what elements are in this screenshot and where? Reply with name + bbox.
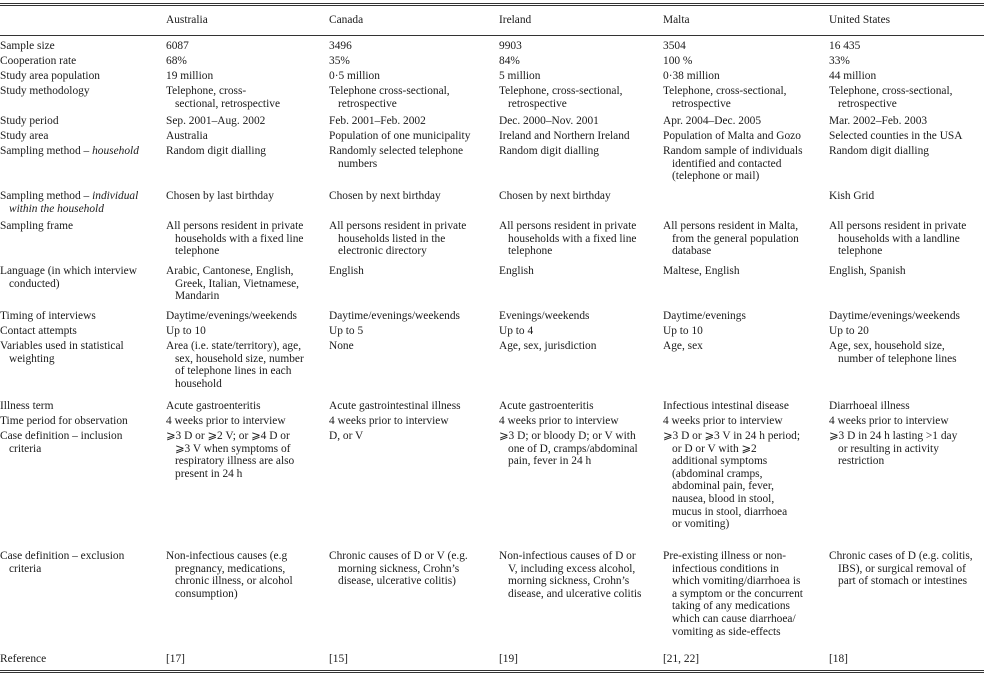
cell-australia: [166, 220, 324, 258]
cell-line: households listed in the: [338, 232, 446, 245]
column-header-canada: Canada: [329, 14, 364, 26]
cell-line: consumption): [175, 587, 238, 600]
cell-line: Chronic causes of D or V (e.g.: [329, 550, 468, 562]
cell-line: 4 weeks prior to interview: [499, 415, 619, 427]
cell-line: retrospective: [672, 97, 731, 110]
cell-united-states: [829, 70, 984, 83]
cell-malta: [663, 55, 825, 68]
cell-line: respiratory illness are also: [175, 455, 295, 468]
cell-line: Selected counties in the USA: [829, 130, 963, 142]
cell-line: Up to 10: [663, 325, 703, 337]
row-label: [0, 190, 160, 215]
cell-line: household: [175, 377, 222, 390]
cell-canada: [329, 145, 495, 170]
cell-line: 9903: [499, 40, 522, 52]
row-label: [0, 550, 160, 575]
cell-ireland: [499, 130, 659, 143]
cell-line: 5 million: [499, 70, 541, 82]
cell-ireland: [499, 310, 659, 323]
cell-ireland: [499, 145, 659, 158]
cell-line: or D or V with ⩾2: [672, 442, 757, 455]
cell-line: nausea, blood in stool,: [672, 492, 775, 505]
cell-line: Random sample of individuals: [663, 145, 803, 157]
row-label-line: Variables used in statistical: [0, 340, 124, 352]
cell-line: telephone: [838, 245, 883, 258]
cell-line: Up to 4: [499, 325, 534, 337]
cell-line: Maltese, English: [663, 265, 740, 277]
cell-canada: [329, 115, 495, 128]
cell-line: [18]: [829, 653, 848, 665]
cell-line: Acute gastroenteritis: [166, 400, 261, 412]
cell-malta: [663, 115, 825, 128]
cell-line: 84%: [499, 55, 520, 67]
cell-australia: [166, 40, 324, 53]
cell-australia: [166, 340, 324, 390]
cell-line: telephone: [175, 245, 220, 258]
row-label: [0, 653, 160, 666]
cell-line: Mar. 2002–Feb. 2003: [829, 115, 928, 127]
cell-line: ⩾3 D; or bloody D; or V with: [499, 430, 636, 442]
cell-united-states: [829, 653, 984, 666]
cell-canada: [329, 40, 495, 53]
row-label: [0, 310, 160, 323]
cell-line: Feb. 2001–Feb. 2002: [329, 115, 426, 127]
cell-ireland: [499, 265, 659, 278]
cell-ireland: [499, 220, 659, 258]
cell-line: (telephone or mail): [672, 170, 760, 183]
cell-line: 35%: [329, 55, 350, 67]
cell-line: Acute gastroenteritis: [499, 400, 594, 412]
cell-line: Evenings/weekends: [499, 310, 590, 322]
cell-malta: [663, 340, 825, 353]
cell-line: English: [499, 265, 534, 277]
cell-line: 33%: [829, 55, 850, 67]
cell-line: retrospective: [508, 97, 567, 110]
row-label-line: within the household: [9, 202, 104, 215]
cell-canada: [329, 85, 495, 110]
cell-line: ⩾3 D in 24 h lasting >1 day: [829, 430, 958, 442]
cell-line: [19]: [499, 653, 518, 665]
cell-line: Chronic cases of D (e.g. colitis,: [829, 550, 973, 562]
cell-ireland: [499, 653, 659, 666]
row-label: [0, 40, 160, 53]
cell-line: [17]: [166, 653, 185, 665]
cell-malta: [663, 310, 825, 323]
cell-ireland: [499, 115, 659, 128]
cell-canada: [329, 653, 495, 666]
cell-line: [15]: [329, 653, 348, 665]
cell-ireland: [499, 415, 659, 428]
cell-line: a symptom or the concurrent: [672, 587, 803, 600]
cell-line: 3504: [663, 40, 686, 52]
cell-line: Telephone, cross-sectional,: [499, 85, 623, 97]
row-label-line: Case definition – inclusion: [0, 430, 123, 442]
cell-line: Up to 20: [829, 325, 869, 337]
cell-united-states: [829, 115, 984, 128]
cell-line: [21, 22]: [663, 653, 700, 665]
cell-united-states: [829, 55, 984, 68]
cell-line: or resulting in activity: [838, 442, 939, 455]
row-label: [0, 220, 160, 233]
cell-canada: [329, 430, 495, 443]
cell-line: Population of one municipality: [329, 130, 471, 142]
row-label: [0, 265, 160, 290]
cell-line: Mandarin: [175, 290, 220, 303]
row-label-line: Sampling method – individual: [0, 190, 139, 202]
row-label-line: criteria: [9, 442, 42, 455]
cell-australia: [166, 550, 324, 600]
cell-canada: [329, 265, 495, 278]
row-label-line: Study area: [0, 130, 49, 142]
cell-united-states: [829, 430, 984, 468]
cell-malta: [663, 70, 825, 83]
cell-line: vomiting as side-effects: [672, 625, 781, 638]
cell-united-states: [829, 130, 984, 143]
cell-australia: [166, 430, 324, 480]
cell-united-states: [829, 325, 984, 338]
row-label: [0, 130, 160, 143]
cell-line: Up to 10: [166, 325, 206, 337]
cell-australia: [166, 130, 324, 143]
cell-line: ⩾3 D or ⩾2 V; or ⩾4 D or: [166, 430, 290, 442]
cell-line: 0·38 million: [663, 70, 720, 82]
cell-line: 4 weeks prior to interview: [829, 415, 949, 427]
cell-malta: [663, 415, 825, 428]
cell-line: chronic illness, or alcohol: [175, 575, 293, 588]
cell-united-states: [829, 400, 984, 413]
cell-united-states: [829, 85, 984, 110]
row-label-line: Cooperation rate: [0, 55, 77, 67]
cell-line: 19 million: [166, 70, 214, 82]
cell-line: None: [329, 340, 354, 352]
row-label-line: criteria: [9, 562, 42, 575]
cell-line: electronic directory: [338, 245, 427, 258]
row-label-line: weighting: [9, 352, 55, 365]
column-header-australia: Australia: [166, 14, 208, 26]
cell-ireland: [499, 340, 659, 353]
cell-line: English: [329, 265, 364, 277]
cell-line: Telephone, cross-sectional,: [829, 85, 953, 97]
cell-ireland: [499, 70, 659, 83]
cell-malta: [663, 145, 825, 183]
cell-malta: [663, 325, 825, 338]
cell-line: abdominal pain, fever,: [672, 480, 775, 493]
row-label-line: Language (in which interview: [0, 265, 137, 277]
cell-line: Chosen by next birthday: [329, 190, 441, 202]
table-bottom-rule: [0, 670, 984, 673]
cell-canada: [329, 70, 495, 83]
cell-line: Randomly selected telephone: [329, 145, 464, 157]
cell-line: Diarrhoeal illness: [829, 400, 910, 412]
row-label: [0, 325, 160, 338]
cell-australia: [166, 325, 324, 338]
cell-australia: [166, 310, 324, 323]
cell-line: 100 %: [663, 55, 693, 67]
cell-ireland: [499, 430, 659, 468]
row-label-line: Sampling frame: [0, 220, 74, 232]
cell-line: sectional, retrospective: [175, 97, 281, 110]
cell-line: ⩾3 D or ⩾3 V in 24 h period;: [663, 430, 800, 442]
cell-line: 4 weeks prior to interview: [663, 415, 783, 427]
cell-line: taking of any medications: [672, 600, 790, 613]
cell-australia: [166, 115, 324, 128]
row-label: [0, 430, 160, 455]
column-header-united-states: United States: [829, 14, 891, 26]
cell-line: disease, and ulcerative colitis: [508, 587, 642, 600]
row-label-line: Contact attempts: [0, 325, 77, 337]
cell-malta: [663, 550, 825, 638]
cell-line: Telephone, cross-: [166, 85, 247, 97]
cell-line: Age, sex, household size,: [829, 340, 945, 352]
cell-line: Area (i.e. state/territory), age,: [166, 340, 302, 352]
cell-line: Greek, Italian, Vietnamese,: [175, 277, 300, 290]
cell-line: Non-infectious causes (e.g: [166, 550, 288, 562]
cell-line: ⩾3 V when symptoms of: [175, 442, 291, 455]
cell-ireland: [499, 40, 659, 53]
cell-line: Random digit dialling: [166, 145, 266, 157]
cell-canada: [329, 130, 495, 143]
cell-line: Infectious intestinal disease: [663, 400, 789, 412]
row-label-line: Study area population: [0, 70, 100, 82]
cell-australia: [166, 55, 324, 68]
cell-malta: [663, 430, 825, 531]
row-label: [0, 400, 160, 413]
cell-line: 4 weeks prior to interview: [166, 415, 286, 427]
row-label: [0, 70, 160, 83]
cell-united-states: [829, 145, 984, 158]
cell-line: disease, ulcerative colitis): [338, 575, 456, 588]
cell-australia: [166, 653, 324, 666]
cell-line: households with a landline: [838, 232, 960, 245]
row-label-line: Case definition – exclusion: [0, 550, 125, 562]
row-label-line: Study methodology: [0, 85, 90, 97]
cell-malta: [663, 85, 825, 110]
cell-canada: [329, 190, 495, 203]
cell-canada: [329, 220, 495, 258]
cell-line: Apr. 2004–Dec. 2005: [663, 115, 762, 127]
row-label-line: Illness term: [0, 400, 54, 412]
row-label: [0, 115, 160, 128]
cell-line: which vomiting/diarrhoea is: [672, 575, 801, 588]
cell-line: numbers: [338, 157, 378, 170]
cell-ireland: [499, 55, 659, 68]
cell-line: (abdominal cramps,: [672, 467, 763, 480]
cell-line: present in 24 h: [175, 467, 243, 480]
cell-line: 3496: [329, 40, 352, 52]
row-label: [0, 55, 160, 68]
cell-line: 6087: [166, 40, 189, 52]
row-label-line: Time period for observation: [0, 415, 128, 427]
cell-line: retrospective: [338, 97, 397, 110]
cell-line: households with a fixed line: [508, 232, 637, 245]
cell-line: Age, sex, jurisdiction: [499, 340, 597, 352]
cell-line: Chosen by last birthday: [166, 190, 274, 202]
row-label: [0, 85, 160, 98]
cell-line: Kish Grid: [829, 190, 875, 202]
cell-ireland: [499, 325, 659, 338]
cell-line: restriction: [838, 455, 885, 468]
row-label-line: Reference: [0, 653, 47, 665]
cell-canada: [329, 340, 495, 353]
cell-canada: [329, 310, 495, 323]
cell-canada: [329, 415, 495, 428]
cell-line: households with a fixed line: [175, 232, 304, 245]
cell-canada: [329, 400, 495, 413]
cell-australia: [166, 85, 324, 110]
cell-line: Daytime/evenings/weekends: [829, 310, 960, 322]
cell-line: telephone: [508, 245, 553, 258]
cell-australia: [166, 145, 324, 158]
cell-malta: [663, 265, 825, 278]
cell-line: additional symptoms: [672, 455, 768, 468]
cell-line: sex, household size, number: [175, 352, 304, 365]
cell-line: mucus in stool, diarrhoea: [672, 505, 788, 518]
cell-line: Non-infectious causes of D or: [499, 550, 636, 562]
cell-line: 16 435: [829, 40, 861, 52]
cell-ireland: [499, 85, 659, 110]
row-label: [0, 145, 160, 158]
cell-line: All persons resident in private: [829, 220, 967, 232]
cell-line: All persons resident in Malta,: [663, 220, 799, 232]
cell-line: Population of Malta and Gozo: [663, 130, 801, 142]
cell-ireland: [499, 550, 659, 600]
column-header-malta: Malta: [663, 14, 690, 26]
cell-line: part of stomach or intestines: [838, 575, 968, 588]
cell-united-states: [829, 550, 984, 588]
cell-line: Age, sex: [663, 340, 703, 352]
cell-line: 44 million: [829, 70, 877, 82]
cell-line: or vomiting): [672, 518, 730, 531]
cell-ireland: [499, 190, 659, 203]
cell-line: Sep. 2001–Aug. 2002: [166, 115, 266, 127]
cell-australia: [166, 400, 324, 413]
cell-line: All persons resident in private: [329, 220, 467, 232]
cell-line: Telephone, cross-sectional,: [663, 85, 787, 97]
cell-line: morning sickness, Crohn’s: [338, 562, 460, 575]
cell-line: retrospective: [838, 97, 897, 110]
cell-line: Arabic, Cantonese, English,: [166, 265, 294, 277]
cell-line: infectious conditions in: [672, 562, 779, 575]
cell-line: IBS), or surgical removal of: [838, 562, 966, 575]
cell-australia: [166, 265, 324, 303]
cell-line: pain, fever in 24 h: [508, 455, 592, 468]
cell-line: Daytime/evenings/weekends: [166, 310, 297, 322]
cell-canada: [329, 550, 495, 588]
cell-malta: [663, 220, 825, 258]
cell-line: Daytime/evenings: [663, 310, 746, 322]
cell-line: Daytime/evenings/weekends: [329, 310, 460, 322]
cell-malta: [663, 130, 825, 143]
row-label-line: Study period: [0, 115, 59, 127]
cell-line: Dec. 2000–Nov. 2001: [499, 115, 599, 127]
row-label-line: conducted): [9, 277, 60, 290]
cell-line: 0·5 million: [329, 70, 380, 82]
cell-united-states: [829, 220, 984, 258]
cell-united-states: [829, 310, 984, 323]
cell-line: number of telephone lines: [838, 352, 957, 365]
cell-united-states: [829, 415, 984, 428]
cell-ireland: [499, 400, 659, 413]
cell-line: Telephone cross-sectional,: [329, 85, 450, 97]
cell-line: Up to 5: [329, 325, 364, 337]
cell-australia: [166, 70, 324, 83]
cell-line: Chosen by next birthday: [499, 190, 611, 202]
cell-canada: [329, 55, 495, 68]
cell-line: database: [672, 245, 712, 258]
cell-united-states: [829, 340, 984, 365]
cell-malta: [663, 40, 825, 53]
cell-line: D, or V: [329, 430, 364, 442]
column-header-ireland: Ireland: [499, 14, 532, 26]
table-top-rule: [0, 3, 984, 6]
cell-line: All persons resident in private: [499, 220, 637, 232]
cell-malta: [663, 400, 825, 413]
cell-line: of telephone lines in each: [175, 365, 292, 378]
cell-line: English, Spanish: [829, 265, 906, 277]
cell-line: 4 weeks prior to interview: [329, 415, 449, 427]
cell-line: morning sickness, Crohn’s: [508, 575, 630, 588]
cell-united-states: [829, 265, 984, 278]
row-label-line: Sample size: [0, 40, 55, 52]
cell-australia: [166, 415, 324, 428]
cell-line: from the general population: [672, 232, 799, 245]
row-label-line: Sampling method – household: [0, 145, 139, 157]
cell-line: Random digit dialling: [499, 145, 599, 157]
cell-line: V, including excess alcohol,: [508, 562, 636, 575]
row-label-line: Timing of interviews: [0, 310, 96, 322]
cell-united-states: [829, 190, 984, 203]
cell-line: which can cause diarrhoea/: [672, 612, 796, 625]
cell-canada: [329, 325, 495, 338]
row-label: [0, 415, 160, 428]
cell-line: pregnancy, medications,: [175, 562, 286, 575]
cell-line: Australia: [166, 130, 208, 142]
row-label: [0, 340, 160, 365]
cell-line: one of D, cramps/abdominal: [508, 442, 638, 455]
cell-line: Ireland and Northern Ireland: [499, 130, 630, 142]
cell-line: 68%: [166, 55, 187, 67]
cell-united-states: [829, 40, 984, 53]
header-rule: [0, 35, 984, 36]
cell-line: Acute gastrointestinal illness: [329, 400, 461, 412]
cell-line: Random digit dialling: [829, 145, 929, 157]
cell-malta: [663, 653, 825, 666]
cell-australia: [166, 190, 324, 203]
cell-line: All persons resident in private: [166, 220, 304, 232]
cell-line: identified and contacted: [672, 157, 782, 170]
cell-line: Pre-existing illness or non-: [663, 550, 787, 562]
